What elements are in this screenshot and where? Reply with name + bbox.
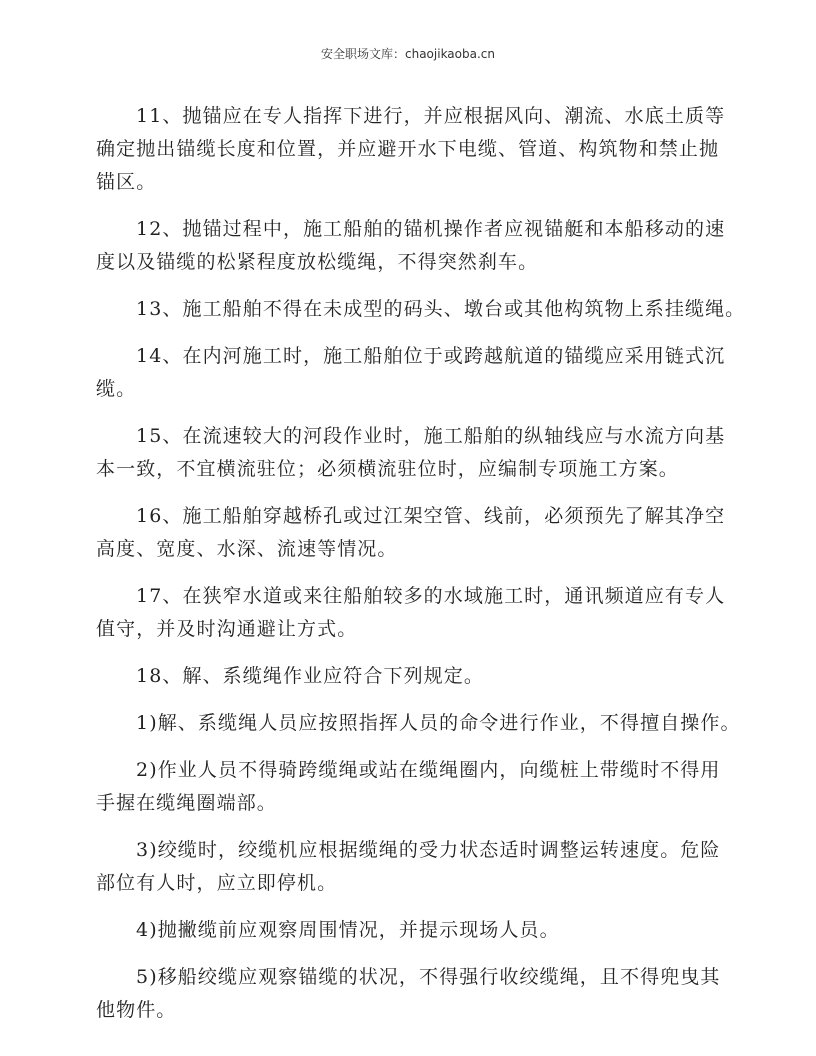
text-line: 高度、宽度、水深、流速等情况。 <box>96 538 398 560</box>
text-line: 部位有人时，应立即停机。 <box>96 872 338 894</box>
paragraph <box>96 500 736 566</box>
text-line: 锚区。 <box>96 171 157 193</box>
text-line: 度以及锚缆的松紧程度放松缆绳，不得突然刹车。 <box>96 251 539 273</box>
paragraph <box>96 580 736 646</box>
text-line: 4)抛撇缆前应观察周围情况，并提示现场人员。 <box>136 919 560 941</box>
text-line: 确定抛出锚缆长度和位置，并应避开水下电缆、管道、构筑物和禁止抛 <box>96 138 720 160</box>
text-line: 16、施工船舶穿越桥孔或过江架空管、线前，必须预先了解其净空 <box>136 505 726 527</box>
text-line: 本一致，不宜横流驻位；必须横流驻位时，应编制专项施工方案。 <box>96 458 679 480</box>
text-line: 值守，并及时沟通避让方式。 <box>96 618 358 640</box>
paragraph <box>96 914 736 947</box>
paragraph <box>96 754 736 820</box>
page-header: 安全职场文库：chaojikaoba.cn <box>321 47 495 61</box>
text-line: 12、抛锚过程中，施工船舶的锚机操作者应视锚艇和本船移动的速 <box>136 218 726 240</box>
text-line: 1)解、系缆绳人员应按照指挥人员的命令进行作业，不得擅自操作。 <box>136 712 741 734</box>
text-line: 17、在狭窄水道或来往船舶较多的水域施工时，通讯频道应有专人 <box>136 585 726 607</box>
text-line: 手握在缆绳圈端部。 <box>96 792 277 814</box>
text-line: 11、抛锚应在专人指挥下进行，并应根据风向、潮流、水底土质等 <box>136 105 726 127</box>
text-line: 2)作业人员不得骑跨缆绳或站在缆绳圈内，向缆桩上带缆时不得用 <box>136 759 721 781</box>
text-line: 5)移船绞缆应观察锚缆的状况，不得强行收绞缆绳，且不得兜曳其 <box>136 966 721 988</box>
paragraph <box>96 213 736 279</box>
paragraph <box>96 293 746 326</box>
document-body <box>96 100 746 1041</box>
text-line: 18、解、系缆绳作业应符合下列规定。 <box>136 665 484 687</box>
paragraph <box>96 660 736 693</box>
paragraph <box>96 340 736 406</box>
text-line: 15、在流速较大的河段作业时，施工船舶的纵轴线应与水流方向基 <box>136 425 726 447</box>
paragraph <box>96 707 741 740</box>
text-line: 他物件。 <box>96 999 177 1021</box>
paragraph <box>96 420 736 486</box>
text-line: 14、在内河施工时，施工船舶位于或跨越航道的锚缆应采用链式沉 <box>136 345 726 367</box>
text-line: 13、施工船舶不得在未成型的码头、墩台或其他构筑物上系挂缆绳。 <box>136 298 746 320</box>
paragraph <box>96 961 736 1027</box>
paragraph <box>96 834 736 900</box>
text-line: 缆。 <box>96 378 137 400</box>
text-line: 3)绞缆时，绞缆机应根据缆绳的受力状态适时调整运转速度。危险 <box>136 839 721 861</box>
paragraph <box>96 100 736 199</box>
